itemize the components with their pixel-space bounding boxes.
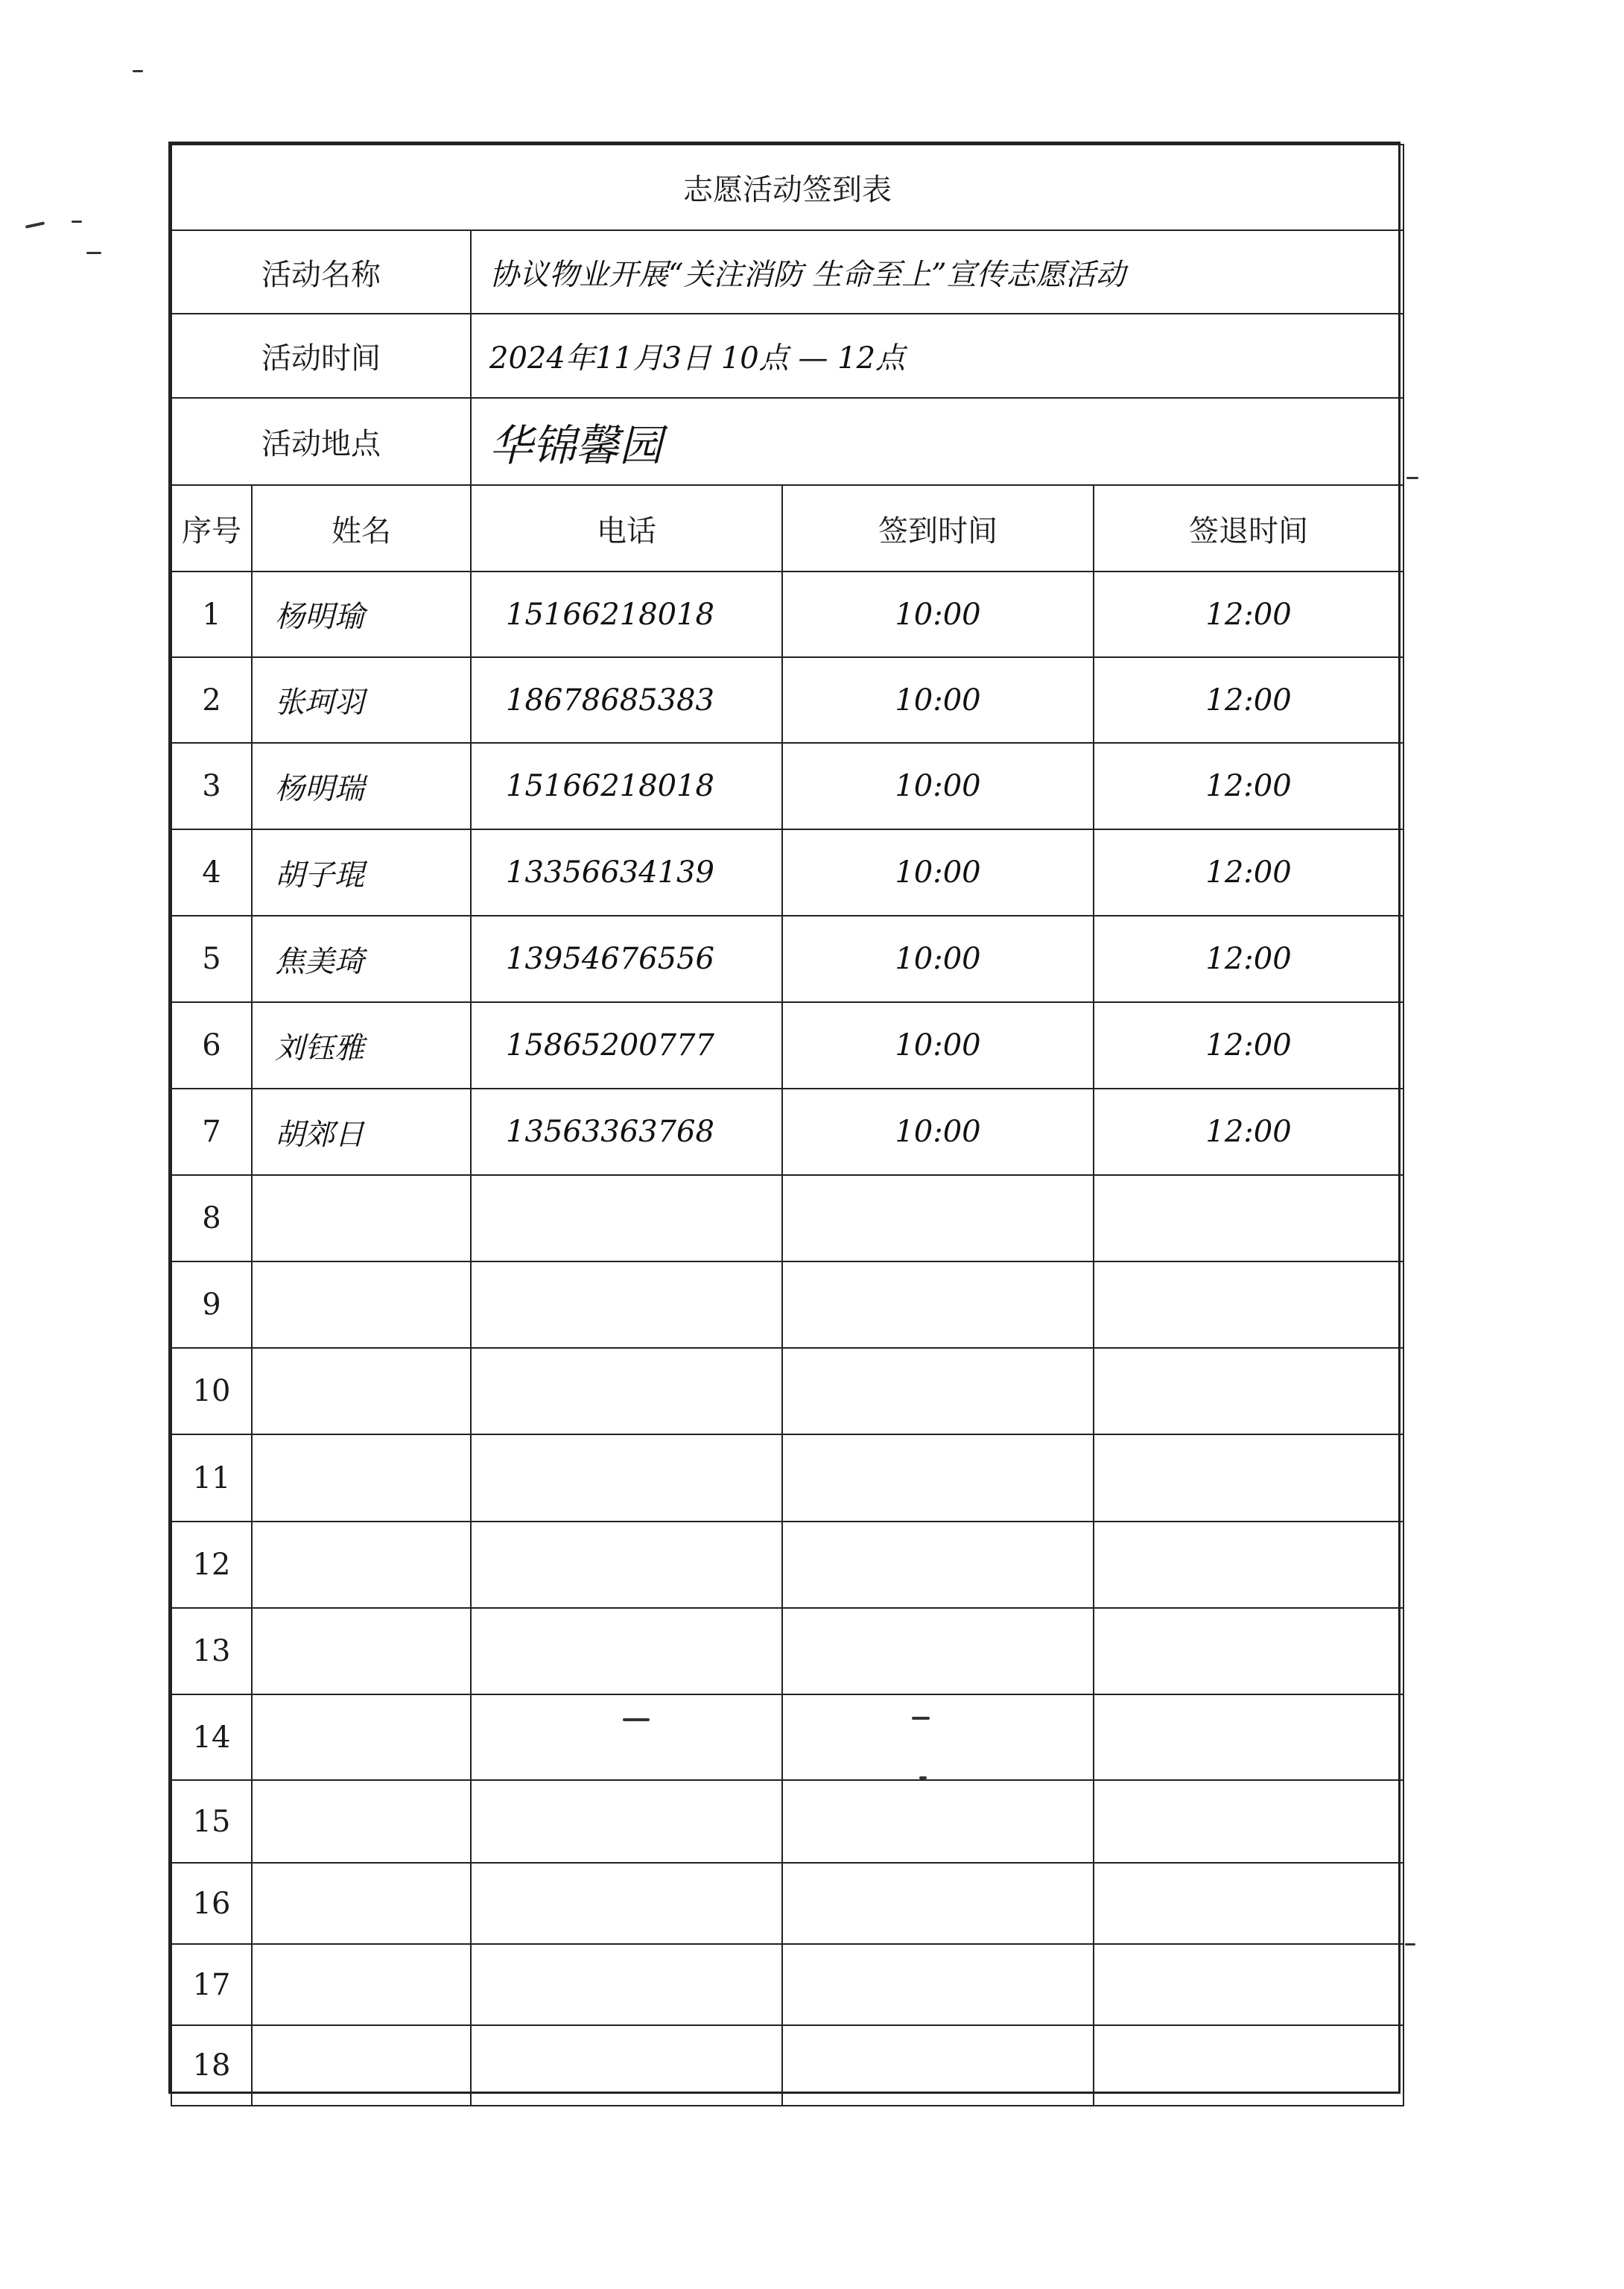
row-index: 3 [171, 743, 252, 829]
row-phone-cell[interactable]: 13563363768 [471, 1089, 782, 1175]
row-index: 5 [171, 916, 252, 1002]
row-sign-in-cell[interactable] [782, 1780, 1094, 1863]
scan-speck [86, 252, 101, 254]
row-sign-in-cell[interactable] [782, 1522, 1094, 1608]
row-sign-in-cell[interactable]: 10:00 [782, 743, 1094, 829]
table-row [171, 916, 1403, 1002]
scan-speck [72, 221, 82, 223]
table-row [171, 743, 1403, 829]
scan-speck [1406, 477, 1418, 479]
row-phone-cell[interactable] [471, 1261, 782, 1348]
row-sign-in-cell[interactable] [782, 1944, 1094, 2025]
row-sign-out-cell[interactable]: 12:00 [1094, 916, 1403, 1002]
table-row [171, 2025, 1403, 2106]
row-name-cell[interactable] [252, 1434, 471, 1522]
row-phone-cell[interactable] [471, 1434, 782, 1522]
row-name-cell[interactable] [252, 1261, 471, 1348]
row-name-cell[interactable] [252, 1780, 471, 1863]
row-phone-cell[interactable]: 15166218018 [471, 572, 782, 657]
row-sign-out-cell[interactable] [1094, 1261, 1403, 1348]
column-header-sign-out: 签退时间 [1094, 485, 1403, 572]
row-index: 16 [171, 1863, 252, 1944]
row-sign-out-cell[interactable]: 12:00 [1094, 829, 1403, 916]
column-header-phone: 电话 [471, 485, 782, 572]
row-phone-cell[interactable] [471, 1522, 782, 1608]
activity-place-label: 活动地点 [171, 398, 471, 485]
activity-time-value[interactable]: 2024年11月3日 10点 — 12点 [471, 314, 1403, 398]
row-sign-in-cell[interactable]: 10:00 [782, 829, 1094, 916]
column-header-name: 姓名 [252, 485, 471, 572]
table-row [171, 1089, 1403, 1175]
table-row [171, 572, 1403, 657]
row-sign-out-cell[interactable] [1094, 1694, 1403, 1780]
row-phone-cell[interactable] [471, 1175, 782, 1261]
row-index: 7 [171, 1089, 252, 1175]
row-index: 12 [171, 1522, 252, 1608]
row-phone-cell[interactable] [471, 1863, 782, 1944]
table-row [171, 657, 1403, 743]
row-index: 17 [171, 1944, 252, 2025]
table-row [171, 1434, 1403, 1522]
row-name-cell[interactable] [252, 1863, 471, 1944]
row-sign-out-cell[interactable] [1094, 1175, 1403, 1261]
row-sign-in-cell[interactable] [782, 2025, 1094, 2106]
row-sign-out-cell[interactable]: 12:00 [1094, 1089, 1403, 1175]
activity-place-value[interactable]: 华锦馨园 [471, 398, 1403, 485]
row-sign-out-cell[interactable]: 12:00 [1094, 572, 1403, 657]
row-index: 1 [171, 572, 252, 657]
row-phone-cell[interactable]: 13954676556 [471, 916, 782, 1002]
row-name-cell[interactable] [252, 1608, 471, 1694]
sign-in-table [171, 144, 1404, 2106]
column-header-row [171, 485, 1403, 572]
row-phone-cell[interactable] [471, 2025, 782, 2106]
activity-time-label: 活动时间 [171, 314, 471, 398]
row-name-cell[interactable]: 杨明瑜 [252, 572, 471, 657]
row-sign-in-cell[interactable]: 10:00 [782, 1089, 1094, 1175]
table-row [171, 1261, 1403, 1348]
row-sign-out-cell[interactable] [1094, 1863, 1403, 1944]
row-sign-in-cell[interactable] [782, 1434, 1094, 1522]
row-phone-cell[interactable] [471, 1780, 782, 1863]
row-phone-cell[interactable] [471, 1348, 782, 1434]
row-sign-in-cell[interactable] [782, 1261, 1094, 1348]
table-row [171, 1348, 1403, 1434]
row-index: 4 [171, 829, 252, 916]
row-sign-out-cell[interactable]: 12:00 [1094, 1002, 1403, 1089]
row-index: 9 [171, 1261, 252, 1348]
row-index: 14 [171, 1694, 252, 1780]
row-name-cell[interactable]: 刘钰雅 [252, 1002, 471, 1089]
sheet-title: 志愿活动签到表 [171, 145, 1403, 230]
row-sign-in-cell[interactable] [782, 1694, 1094, 1780]
row-name-cell[interactable] [252, 1694, 471, 1780]
row-name-cell[interactable] [252, 2025, 471, 2106]
row-sign-in-cell[interactable] [782, 1863, 1094, 1944]
table-row [171, 1944, 1403, 2025]
row-phone-cell[interactable]: 18678685383 [471, 657, 782, 743]
row-sign-out-cell[interactable] [1094, 1608, 1403, 1694]
row-phone-cell[interactable]: 15865200777 [471, 1002, 782, 1089]
row-sign-in-cell[interactable] [782, 1175, 1094, 1261]
row-sign-out-cell[interactable]: 12:00 [1094, 743, 1403, 829]
row-name-cell[interactable]: 焦美琦 [252, 916, 471, 1002]
row-name-cell[interactable]: 胡子琨 [252, 829, 471, 916]
row-phone-cell[interactable] [471, 1694, 782, 1780]
table-row [171, 1175, 1403, 1261]
row-sign-in-cell[interactable]: 10:00 [782, 1002, 1094, 1089]
row-index: 11 [171, 1434, 252, 1522]
scan-speck [25, 221, 45, 228]
table-row [171, 1002, 1403, 1089]
row-sign-out-cell[interactable] [1094, 1434, 1403, 1522]
table-row [171, 829, 1403, 916]
row-name-cell[interactable] [252, 1944, 471, 2025]
row-index: 18 [171, 2025, 252, 2106]
row-sign-in-cell[interactable]: 10:00 [782, 572, 1094, 657]
table-row [171, 1780, 1403, 1863]
row-sign-in-cell[interactable] [782, 1348, 1094, 1434]
scan-speck [1405, 1943, 1415, 1946]
row-index: 8 [171, 1175, 252, 1261]
table-row [171, 1522, 1403, 1608]
row-sign-in-cell[interactable]: 10:00 [782, 916, 1094, 1002]
row-sign-out-cell[interactable] [1094, 1348, 1403, 1434]
row-index: 15 [171, 1780, 252, 1863]
row-index: 2 [171, 657, 252, 743]
row-phone-cell[interactable] [471, 1608, 782, 1694]
row-sign-out-cell[interactable] [1094, 2025, 1403, 2106]
column-header-sign-in: 签到时间 [782, 485, 1094, 572]
row-index: 6 [171, 1002, 252, 1089]
row-name-cell[interactable]: 胡郊日 [252, 1089, 471, 1175]
row-index: 10 [171, 1348, 252, 1434]
row-sign-out-cell[interactable]: 12:00 [1094, 657, 1403, 743]
row-sign-out-cell[interactable] [1094, 1944, 1403, 2025]
row-sign-in-cell[interactable] [782, 1608, 1094, 1694]
row-phone-cell[interactable]: 13356634139 [471, 829, 782, 916]
row-name-cell[interactable] [252, 1348, 471, 1434]
row-index: 13 [171, 1608, 252, 1694]
table-row [171, 1694, 1403, 1780]
table-row [171, 1608, 1403, 1694]
row-name-cell[interactable]: 杨明瑞 [252, 743, 471, 829]
row-name-cell[interactable] [252, 1522, 471, 1608]
row-name-cell[interactable] [252, 1175, 471, 1261]
row-sign-in-cell[interactable]: 10:00 [782, 657, 1094, 743]
row-phone-cell[interactable] [471, 1944, 782, 2025]
table-row [171, 1863, 1403, 1944]
row-phone-cell[interactable]: 15166218018 [471, 743, 782, 829]
activity-name-value[interactable]: 协议物业开展“关注消防 生命至上”宣传志愿活动 [471, 230, 1403, 314]
row-name-cell[interactable]: 张珂羽 [252, 657, 471, 743]
row-sign-out-cell[interactable] [1094, 1780, 1403, 1863]
column-header-index: 序号 [171, 485, 252, 572]
row-sign-out-cell[interactable] [1094, 1522, 1403, 1608]
activity-name-label: 活动名称 [171, 230, 471, 314]
sign-in-sheet [168, 142, 1401, 2094]
scan-speck [133, 70, 143, 72]
